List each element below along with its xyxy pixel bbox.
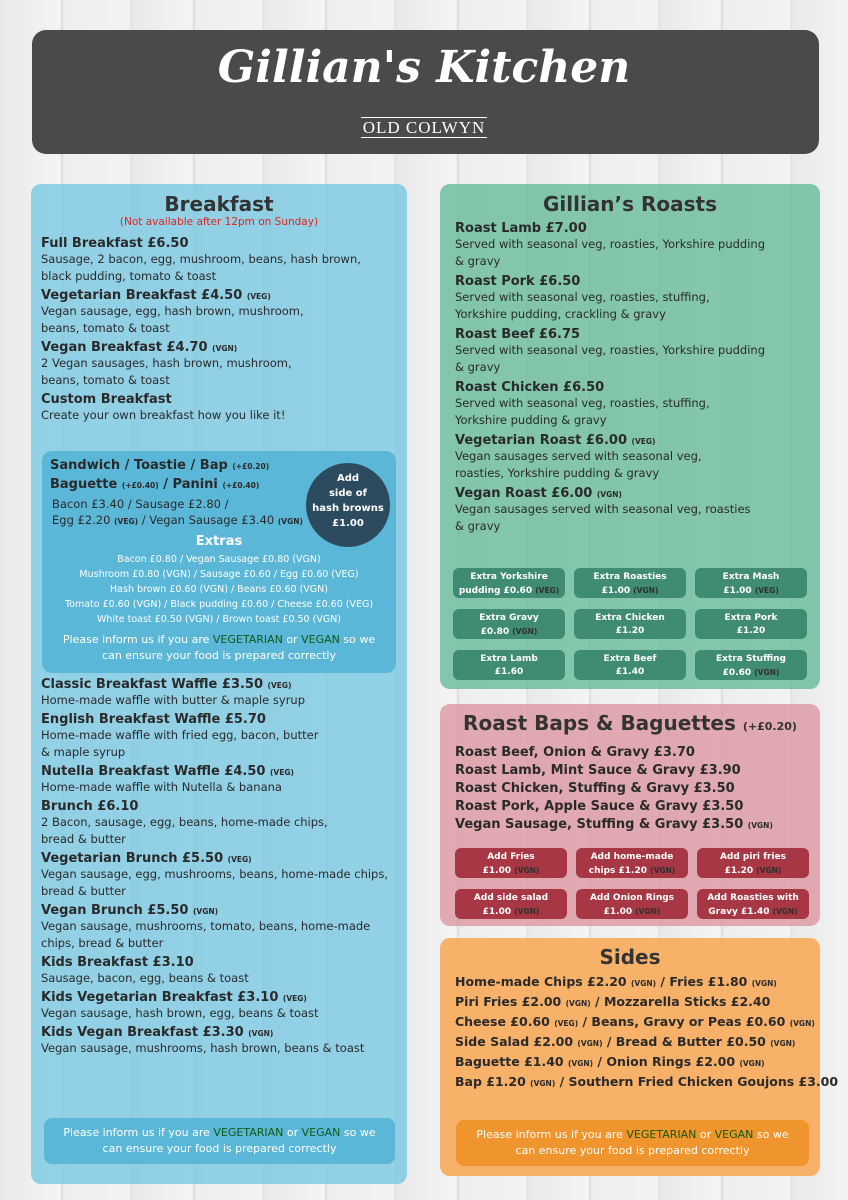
extra-option-button [453,609,565,639]
menu-item-description: Yorkshire pudding & gravy [455,413,607,427]
menu-item [41,799,405,848]
extra-option-button [576,848,688,878]
dietary-tag: (VEG) [754,586,779,595]
extra-option-price-text: £1.40 [615,667,645,677]
side-item-text: Cheese £0.60 [455,1014,550,1029]
dietary-tag: (VGN) [789,1019,815,1028]
extra-option-price [574,666,686,679]
side-item-text: / Beans, Gravy or Peas £0.60 [578,1014,786,1029]
notice-vegan: VEGAN [301,1126,341,1139]
menu-item [41,851,405,900]
dietary-tag: (VGN) [577,1039,603,1048]
notice-vegetarian: VEGETARIAN [626,1128,697,1141]
menu-item [41,236,401,285]
dietary-tag: (VGN) [770,1039,796,1048]
side-line [455,1074,839,1089]
egg-filling: Egg £2.20 [52,513,111,527]
dietary-tag: (VGN) [739,1059,765,1068]
extra-option-label: Extra Gravy [479,613,539,623]
sides-items [455,974,839,1094]
extra-option-price-text: chips £1.20 [588,866,647,876]
extra-option-label: Add piri fries [719,852,787,862]
extra-option-price [453,625,565,639]
side-item-text: Home-made Chips £2.20 [455,974,627,989]
breakfast-note: (Not available after 12pm on Sunday) [119,216,319,228]
extra-option-button [453,650,565,680]
menu-item-title: English Breakfast Waffle £5.70 [41,712,266,727]
extra-option-price-text: £1.20 [615,626,645,636]
extra-option-button [695,568,807,598]
roasts-title: Gillian’s Roasts [542,192,718,216]
menu-item-name [41,990,405,1005]
baps-title-text: Roast Baps & Baguettes [463,711,736,735]
menu-item-description: Yorkshire pudding, crackling & gravy [455,307,666,321]
extra-option-price [697,864,809,878]
menu-item-title: Roast Beef £6.75 [455,327,581,342]
bap-item [455,817,815,832]
menu-item [41,990,405,1022]
menu-item-description: chips, bread & butter [41,936,164,950]
menu-item-description: Vegan sausage, mushrooms, hash brown, beans & toast [41,1041,365,1055]
extra-option-button [574,568,686,598]
hash-browns-price: £1.00 [332,518,364,529]
brand-title: Gillian's Kitchen [217,42,631,93]
menu-item-title: Kids Vegan Breakfast £3.30 [41,1025,244,1040]
extra-option-label: Extra Chicken [595,613,665,623]
menu-item [41,712,405,761]
extra-option-price [455,905,567,919]
location-subtitle [0,118,848,138]
extra-option-price-text: £1.00 [482,866,512,876]
menu-item [41,764,405,796]
notice-text: so we [339,633,376,646]
menu-item-name [41,955,405,970]
menu-item [41,288,401,337]
menu-item-name [41,340,401,355]
extra-option-button [576,889,688,919]
panini-price: (+£0.40) [222,481,260,490]
sides-title: Sides [599,945,661,969]
menu-item-name [41,1025,405,1040]
extra-option-price [455,864,567,878]
side-item-text: Side Salad £2.00 [455,1034,574,1049]
notice-text: can ensure your food is prepared correctly [102,1142,337,1155]
extras-list [42,552,396,627]
dietary-tag: (VGN) [756,866,782,875]
menu-item-title: Vegan Brunch £5.50 [41,903,189,918]
extra-option-price-text: Gravy £1.40 [708,907,770,917]
menu-item-description: Vegan sausage, mushrooms, tomato, beans, home-made [41,919,371,933]
dietary-tag: (VEG) [270,768,294,777]
dietary-tag: (VGN) [193,907,219,916]
breakfast-items-2 [41,677,405,1060]
dietary-tag: (VGN) [751,979,777,988]
side-line [455,1034,815,1049]
notice-text: can ensure your food is prepared correctly [515,1144,750,1157]
menu-item-name [455,380,810,395]
notice-text: Please inform us if you are [63,1126,214,1139]
extra-option-label: Extra Roasties [593,572,667,582]
side-line [455,994,815,1009]
extra-option-label: Extra Lamb [480,654,538,664]
menu-item-name [41,392,401,407]
extra-option-price [576,905,688,919]
dietary-tag: (VGN) [512,627,538,636]
dietary-tag: (VGN) [633,586,659,595]
notice-text: or [282,633,302,646]
baps-title [440,711,820,735]
extra-option-label: Add Onion Rings [589,893,675,903]
menu-item-name [41,677,405,692]
extras-line: Mushroom £0.80 (VGN) / Sausage £0.60 / Egg £0.60 (VEG) [79,569,359,580]
menu-item-title: Kids Breakfast £3.10 [41,955,194,970]
extra-option-price [576,864,688,878]
menu-item-title: Vegetarian Roast £6.00 [455,433,628,448]
bap-item [455,799,815,814]
dietary-tag: (VEG) [267,681,292,690]
menu-item-description: & gravy [455,519,501,533]
menu-item-description: Served with seasonal veg, roasties, stuffing, [455,396,710,410]
sandwich-price: (+£0.20) [232,462,270,471]
extra-option-price-text: £1.00 [482,907,512,917]
extra-option-price [695,625,807,638]
side-item-text: Bap £1.20 [455,1074,526,1089]
menu-item [41,392,401,424]
menu-item-title: Classic Breakfast Waffle £3.50 [41,677,264,692]
notice-text: Please inform us if you are [476,1128,627,1141]
notice-text: or [696,1128,715,1141]
menu-item-description: Home-made waffle with Nutella & banana [41,780,282,794]
menu-item-title: Custom Breakfast [41,392,172,407]
dietary-tag: (VEG) [554,1019,579,1028]
dietary-tag: (VGN) [596,490,622,499]
menu-item [41,677,405,709]
notice-vegetarian: VEGETARIAN [212,633,283,646]
extra-option-price [697,905,809,919]
menu-item-title: Roast Chicken £6.50 [455,380,605,395]
breakfast-items [41,236,401,427]
menu-item-description: Vegan sausage, hash brown, egg, beans & toast [41,1006,319,1020]
notice-vegan: VEGAN [714,1128,754,1141]
baguette-price: (+£0.40) [121,481,159,490]
menu-item-name [455,433,810,448]
menu-item [455,274,810,323]
menu-item-title: Roast Lamb £7.00 [455,221,587,236]
side-line [455,974,815,989]
extra-option-button [697,848,809,878]
extra-option-label: Add home-made [590,852,674,862]
extra-option-label: Extra Pork [724,613,778,623]
dietary-tag: (VEG) [282,994,307,1003]
sandwich-label: Sandwich / Toastie / Bap [50,458,228,473]
side-item-text: / Mozzarella Sticks £2.40 [590,994,771,1009]
hash-browns-line: side of [328,488,368,499]
notice-text: or [283,1126,302,1139]
menu-item-description: Sausage, bacon, egg, beans & toast [41,971,249,985]
sides-dietary-notice [456,1120,809,1166]
extras-title: Extras [195,534,243,549]
menu-item-title: Kids Vegetarian Breakfast £3.10 [41,990,279,1005]
menu-item [41,903,405,952]
menu-item-description: Vegan sausage, egg, hash brown, mushroom, [41,304,304,318]
extras-line: Hash brown £0.60 (VGN) / Beans £0.60 (VGN) [110,584,328,595]
dietary-tag: (VGN) [530,1079,556,1088]
roast-items [455,221,810,539]
menu-item [455,327,810,376]
extras-line: White toast £0.50 (VGN) / Brown toast £0.50 (VGN) [96,614,342,625]
dietary-tag: (VGN) [635,907,661,916]
menu-item-name [41,288,401,303]
sandwich-dietary-notice [42,632,396,664]
side-line [455,1014,815,1029]
bap-item [455,781,815,796]
side-item-text: / Fries £1.80 [656,974,748,989]
extra-option-button [695,650,807,680]
menu-item-name [455,221,810,236]
side-line [455,1054,815,1069]
notice-text: so we [753,1128,789,1141]
menu-item-description: & maple syrup [41,745,126,759]
side-item-text: Baguette £1.40 [455,1054,564,1069]
side-item-text: / Southern Fried Chicken Goujons £3.00 [555,1074,839,1089]
baps-extras-grid [455,848,815,924]
dietary-tag: (VGN) [212,344,238,353]
hash-browns-line: hash browns [312,503,384,514]
panini-label: / Panini [158,477,218,492]
menu-item [455,221,810,270]
vgn-tag: (VGN) [277,517,303,526]
menu-item-description: Served with seasonal veg, roasties, stuffing, [455,290,710,304]
extra-option-button [574,650,686,680]
vegan-sausage-filling: / Vegan Sausage £3.40 [141,513,275,527]
extras-line: Bacon £0.80 / Vegan Sausage £0.80 (VGN) [117,554,321,565]
menu-item-description: Vegan sausages served with seasonal veg, roasties [455,502,751,516]
extra-option-button [574,609,686,639]
baguette-label: Baguette [50,477,118,492]
bap-item-name: Roast Chicken, Stuffing & Gravy £3.50 [455,781,735,796]
roast-extras-grid [453,568,813,684]
dietary-tag: (VGN) [567,1059,594,1068]
menu-item-description: Served with seasonal veg, roasties, Yorkshire pudding [455,237,766,251]
extra-option-price [574,584,686,598]
menu-item-description: bread & butter [41,884,126,898]
dietary-tag: (VGN) [772,907,798,916]
menu-item-description: 2 Bacon, sausage, egg, beans, home-made chips, [41,815,328,829]
notice-text: can ensure your food is prepared correctly [102,649,336,662]
menu-item-title: Roast Pork £6.50 [455,274,581,289]
menu-item-title: Vegan Breakfast £4.70 [41,340,208,355]
bap-item-name: Roast Lamb, Mint Sauce & Gravy £3.90 [455,763,741,778]
menu-item-name [41,712,405,727]
sandwich-line2 [50,477,259,492]
menu-item-description: Home-made waffle with butter & maple syrup [41,693,306,707]
menu-item-description: black pudding, tomato & toast [41,269,217,283]
dietary-tag: (VGN) [514,907,540,916]
menu-item [455,486,810,535]
menu-item [455,380,810,429]
extra-option-label: Add Roasties with [707,893,799,903]
extra-option-label: Extra Mash [722,572,780,582]
extra-option-price [453,584,565,598]
extra-option-button [697,889,809,919]
bap-item-name: Roast Beef, Onion & Gravy £3.70 [455,745,695,760]
notice-vegan: VEGAN [301,633,340,646]
extra-option-label: Extra Stuffing [716,654,786,664]
extra-option-price-text: £1.20 [724,866,754,876]
dietary-tag: (VGN) [514,866,540,875]
dietary-tag: (VGN) [747,821,773,830]
menu-item-title: Nutella Breakfast Waffle £4.50 [41,764,266,779]
extra-option-label: Extra Beef [603,654,657,664]
side-item-text: / Bread & Butter £0.50 [602,1034,766,1049]
sandwich-line1 [50,458,269,473]
menu-item [455,433,810,482]
menu-item-title: Vegetarian Breakfast £4.50 [41,288,243,303]
extra-option-button [695,609,807,639]
extra-option-price-text: £1.00 [603,907,633,917]
menu-item-description: & gravy [455,254,501,268]
menu-item-name [455,486,810,501]
menu-item-description: 2 Vegan sausages, hash brown, mushroom, [41,356,292,370]
menu-item-name [41,799,405,814]
menu-item-description: roasties, Yorkshire pudding & gravy [455,466,660,480]
notice-text: so we [340,1126,376,1139]
menu-item-name [455,327,810,342]
dietary-tag: (VEG) [246,292,271,301]
extra-option-price-text: £0.60 [722,668,752,678]
menu-item [41,955,405,987]
menu-item-description: Sausage, 2 bacon, egg, mushroom, beans, hash brown, [41,252,361,266]
menu-item-description: beans, tomato & toast [41,321,170,335]
extras-line: Tomato £0.60 (VGN) / Black pudding £0.60 / Cheese £0.60 (VEG) [64,599,374,610]
location-label: OLD COLWYN [362,118,486,137]
bap-item [455,763,815,778]
extra-option-price-text: £1.20 [736,626,766,636]
extra-option-price [574,625,686,638]
extra-option-button [453,568,565,598]
dietary-tag: (VGN) [650,866,676,875]
side-item-text: / Onion Rings £2.00 [593,1054,736,1069]
menu-item-description: Vegan sausages served with seasonal veg, [455,449,702,463]
extra-option-label: Extra Yorkshire [470,572,548,582]
extra-option-label: Add side salad [473,893,549,903]
dietary-tag: (VGN) [565,999,591,1008]
breakfast-title: Breakfast [164,192,274,216]
notice-vegetarian: VEGETARIAN [213,1126,284,1139]
menu-item-name [41,851,405,866]
baps-items [455,745,815,835]
menu-item-title: Vegan Roast £6.00 [455,486,593,501]
menu-item-title: Brunch £6.10 [41,799,139,814]
hash-browns-line: Add [336,473,360,484]
menu-item-name [41,903,405,918]
menu-item [41,1025,405,1057]
dietary-tag: (VGN) [630,979,657,988]
menu-item-title: Vegetarian Brunch £5.50 [41,851,224,866]
dietary-tag: (VEG) [535,586,560,595]
menu-item-title: Full Breakfast £6.50 [41,236,189,251]
extra-option-price-text: £1.00 [601,586,631,596]
menu-item-description: Vegan sausage, egg, mushrooms, beans, home-made chips, [41,867,388,881]
veg-tag: (VEG) [114,517,139,526]
bap-item-name: Vegan Sausage, Stuffing & Gravy £3.50 [455,817,744,832]
notice-text: Please inform us if you are [62,633,213,646]
extra-option-price [695,666,807,680]
menu-item-description: & gravy [455,360,501,374]
dietary-tag: (VGN) [754,668,780,677]
dietary-tag: (VGN) [248,1029,274,1038]
dietary-tag: (VEG) [227,855,252,864]
menu-item-name [41,236,401,251]
bap-item-name: Roast Pork, Apple Sauce & Gravy £3.50 [455,799,744,814]
menu-item-description: Home-made waffle with fried egg, bacon, butter [41,728,319,742]
extra-option-price [453,666,565,679]
dietary-tag: (VEG) [631,437,656,446]
menu-item [41,340,401,389]
sandwich-fillings-2 [52,512,303,530]
baps-title-price: (+£0.20) [742,720,797,733]
extra-option-price-text: £1.00 [723,586,752,596]
menu-item-name [455,274,810,289]
extra-option-price-text: £0.80 [480,627,510,637]
menu-item-description: bread & butter [41,832,126,846]
bap-item [455,745,815,760]
extra-option-label: Add Fries [487,852,535,862]
extra-option-button [455,889,567,919]
extra-option-button [455,848,567,878]
extra-option-price-text: £1.60 [494,667,524,677]
menu-item-name [41,764,405,779]
menu-item-description: Create your own breakfast how you like it! [41,408,286,422]
extra-option-price [695,584,807,598]
side-item-text: Piri Fries £2.00 [455,994,562,1009]
extra-option-price-text: pudding £0.60 [458,586,533,596]
breakfast-dietary-notice [44,1118,395,1164]
sandwich-fillings-1: Bacon £3.40 / Sausage £2.80 / [52,497,229,511]
menu-item-description: beans, tomato & toast [41,373,170,387]
menu-item-description: Served with seasonal veg, roasties, Yorkshire pudding [455,343,766,357]
